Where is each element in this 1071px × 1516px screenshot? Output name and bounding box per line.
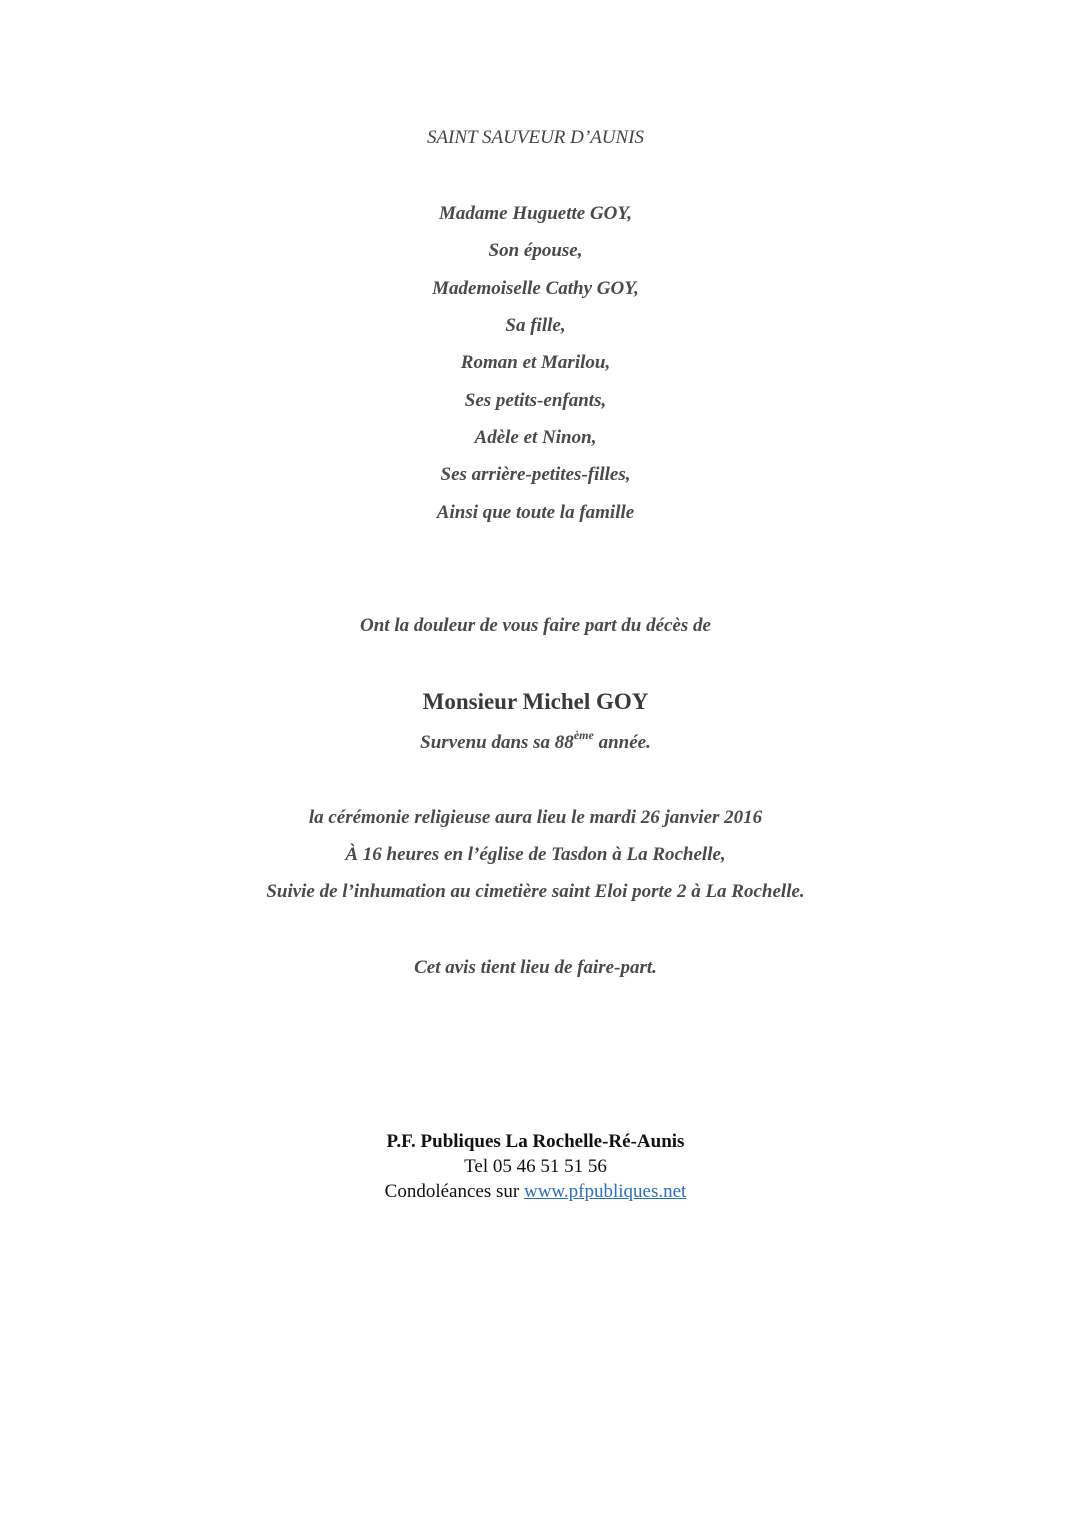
deceased-name: Monsieur Michel GOY xyxy=(422,689,649,714)
family-line: Madame Huguette GOY, xyxy=(439,203,632,224)
ceremony-line: la cérémonie religieuse aura lieu le mardi 26 janvier 2016 xyxy=(308,807,763,828)
family-line: Adèle et Ninon, xyxy=(474,427,597,448)
family-line: Ainsi que toute la famille xyxy=(436,502,635,523)
company-phone: Tel 05 46 51 51 56 xyxy=(464,1156,607,1177)
family-line: Sa fille, xyxy=(505,315,566,336)
age-ordinal: ème xyxy=(573,728,594,742)
family-line: Roman et Marilou, xyxy=(460,352,611,373)
condolences-label: Condoléances sur xyxy=(384,1181,524,1202)
company-name: P.F. Publiques La Rochelle-Ré-Aunis xyxy=(386,1131,685,1152)
ceremony-line: Suivie de l’inhumation au cimetière saint Eloi porte 2 à La Rochelle. xyxy=(266,881,805,902)
age-text-after: année. xyxy=(593,732,651,753)
family-line: Son épouse, xyxy=(488,240,583,261)
family-line: Mademoiselle Cathy GOY, xyxy=(432,278,639,299)
age-text: Survenu dans sa 88 xyxy=(420,732,574,753)
notice-text: Cet avis tient lieu de faire-part. xyxy=(414,957,657,978)
announcement-text: Ont la douleur de vous faire part du décès de xyxy=(360,615,711,636)
deceased-age xyxy=(0,728,1071,753)
family-line: Ses arrière-petites-filles, xyxy=(440,464,631,485)
location-heading: SAINT SAUVEUR D’AUNIS xyxy=(426,127,645,148)
condolences-line xyxy=(0,1182,1071,1201)
family-line: Ses petits-enfants, xyxy=(464,390,607,411)
website-link[interactable]: www.pfpubliques.net xyxy=(523,1181,687,1202)
ceremony-line: À 16 heures en l’église de Tasdon à La Rochelle, xyxy=(345,844,726,865)
